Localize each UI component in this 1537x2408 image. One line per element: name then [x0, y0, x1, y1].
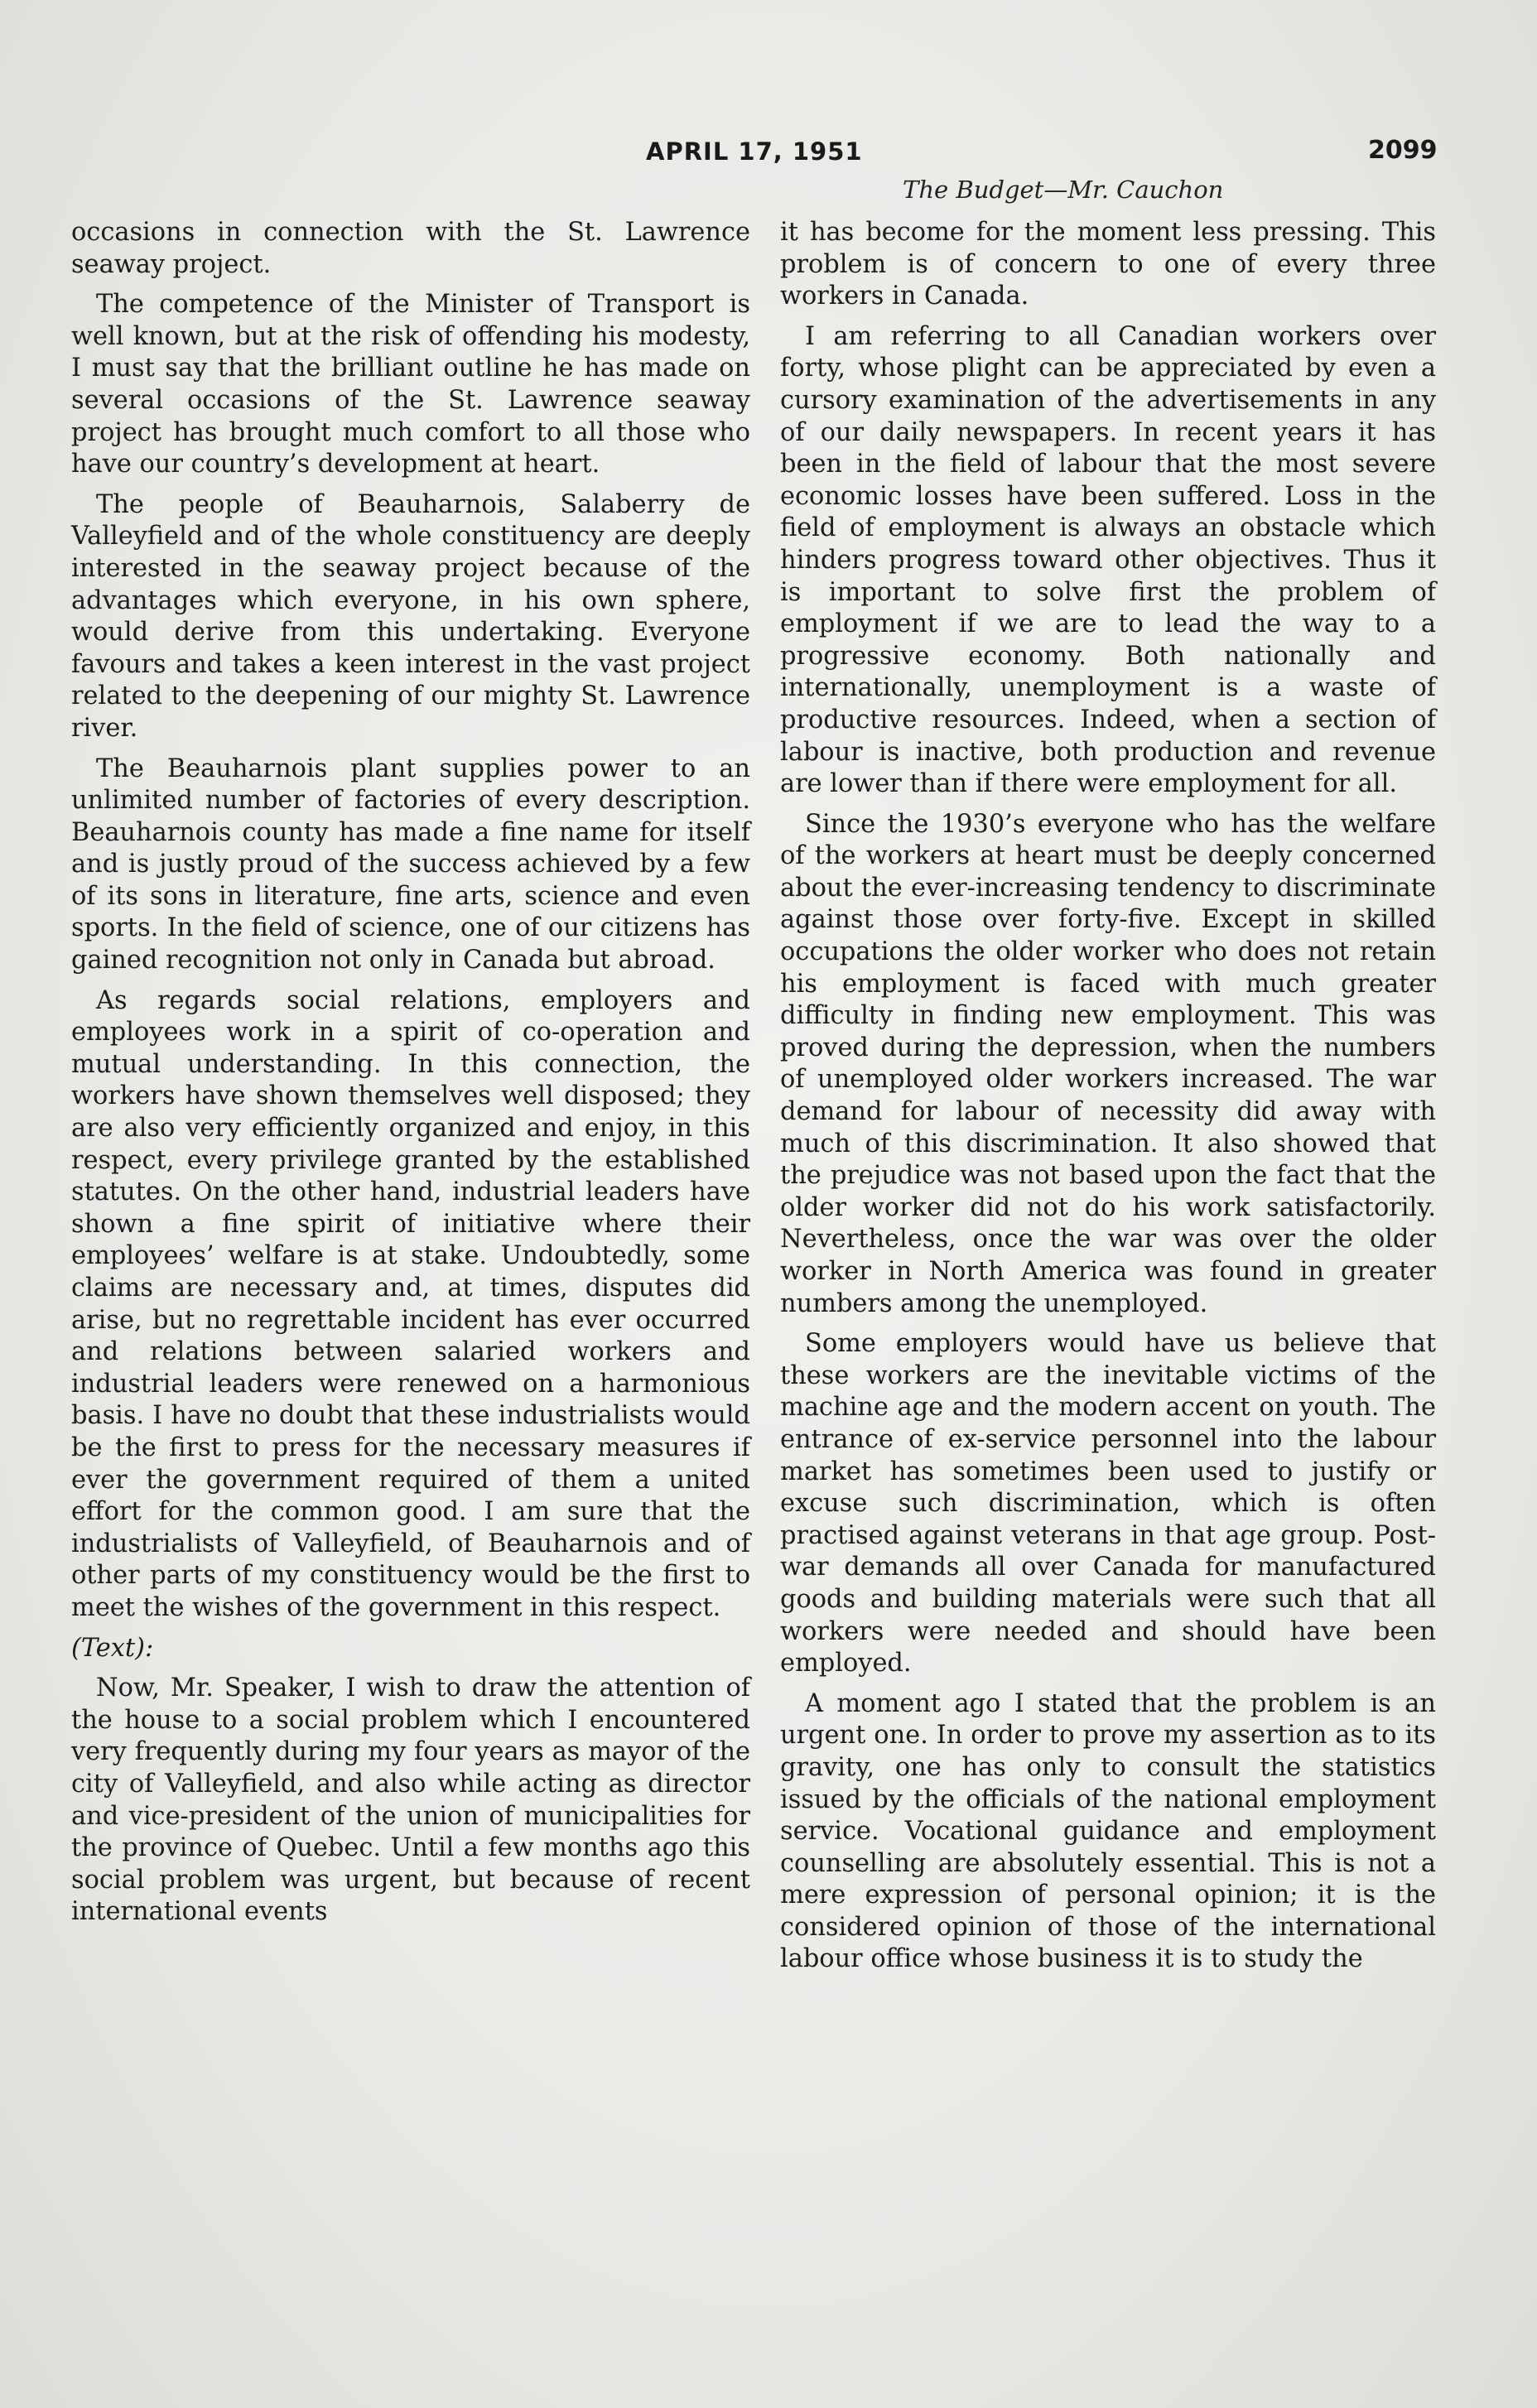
- paragraph: The Beauharnois plant supplies power to an unlimited number of factories of every description. Beauharnois county has made a fine name for itself and is justly proud of the success achieved by a few of its sons in literature, fine arts, science and even sports. In the field of science, one of our citizens has gained recognition not only in Canada but abroad.: [71, 754, 750, 975]
- paragraph: A moment ago I stated that the problem is an urgent one. In order to prove my assertion as to its gravity, one has only to consult the statistics issued by the officials of the national employment service. Vocational guidance and employment counselling are absolutely essential. This is not a mere expression of personal opinion; it is the considered opinion of those of the international labour office whose business it is to study the: [780, 1688, 1436, 1974]
- paragraph: Since the 1930’s everyone who has the welfare of the workers at heart must be deeply concerned about the ever-increasing tendency to discriminate against those over forty-five. Except in skilled occupations the older worker who does not retain his employment is faced with much greater difficulty in finding new employment. This was proved during the depression, when the numbers of unemployed older workers increased. The war demand for labour of necessity did away with much of this discrimination. It also showed that the prejudice was not based upon the fact that the older worker did not do his work satisfactorily. Nevertheless, once the war was over the older worker in North America was found in greater numbers among the unemployed.: [780, 809, 1436, 1318]
- paragraph: The people of Beauharnois, Salaberry de Valleyfield and of the whole constituency are deeply interested in the seaway project because of the advantages which everyone, in his own sphere, would derive from this undertaking. Everyone favours and takes a keen interest in the vast project related to the deepening of our mighty St. Lawrence river.: [71, 489, 750, 743]
- paragraph: As regards social relations, employers and employees work in a spirit of co-operation and mutual understanding. In this connection, the workers have shown themselves well disposed; they are also very efficiently organized and enjoy, in this respect, every privilege granted by the established statutes. On the other hand, industrial leaders have shown a fine spirit of initiative where their employees’ welfare is at stake. Undoubtedly, some claims are necessary and, at times, disputes did arise, but no regrettable incident has ever occurred and relations between salaried workers and industrial leaders were renewed on a harmonious basis. I have no doubt that these industrialists would be the first to press for the necessary measures if ever the government required of them a united effort for the common good. I am sure that the industrialists of Valleyfield, of Beauharnois and of other parts of my constituency would be the first to meet the wishes of the government in this respect.: [71, 985, 750, 1622]
- paragraph: it has become for the moment less pressing. This problem is of concern to one of every three workers in Canada.: [780, 218, 1436, 311]
- page-date: APRIL 17, 1951: [646, 137, 863, 166]
- text-label: (Text):: [71, 1633, 154, 1663]
- paragraph: Some employers would have us believe that these workers are the inevitable victims of the machine age and the modern accent on youth. The entrance of ex-service personnel into the labour market has sometimes been used to justify or excuse such discrimination, which is often practised against veterans in that age group. Post-war demands all over Canada for manufactured goods and building materials were such that all workers were needed and should have been employed.: [780, 1329, 1436, 1678]
- paragraph: Now, Mr. Speaker, I wish to draw the attention of the house to a social problem which I encountered very frequently during my four years as mayor of the city of Valleyfield, and also while acting as director and vice-president of the union of municipalities for the province of Quebec. Until a few months ago this social problem was urgent, but because of recent international events: [71, 1674, 750, 1927]
- right-column: [780, 217, 1436, 1976]
- left-column: [71, 217, 750, 1929]
- paragraph: The competence of the Minister of Transport is well known, but at the risk of offending his modesty, I must say that the brilliant outline he has made on several occasions of the St. Lawrence seaway project has brought much comfort to all those who have our country’s development at heart.: [71, 290, 750, 479]
- paragraph: I am referring to all Canadian workers over forty, whose plight can be appreciated by even a cursory examination of the advertisements in any of our daily newspapers. In recent years it has been in the field of labour that the most severe economic losses have been suffered. Loss in the field of employment is always an obstacle which hinders progress toward other objectives. Thus it is important to solve first the problem of employment if we are to lead the way to a progressive economy. Both nationally and internationally, unemployment is a waste of productive resources. Indeed, when a section of labour is inactive, both production and revenue are lower than if there were employment for all.: [780, 321, 1436, 799]
- section-title: The Budget—Mr. Cauchon: [903, 176, 1224, 204]
- paragraph: occasions in connection with the St. Lawrence seaway project.: [71, 218, 750, 279]
- page-number: 2099: [1368, 136, 1438, 165]
